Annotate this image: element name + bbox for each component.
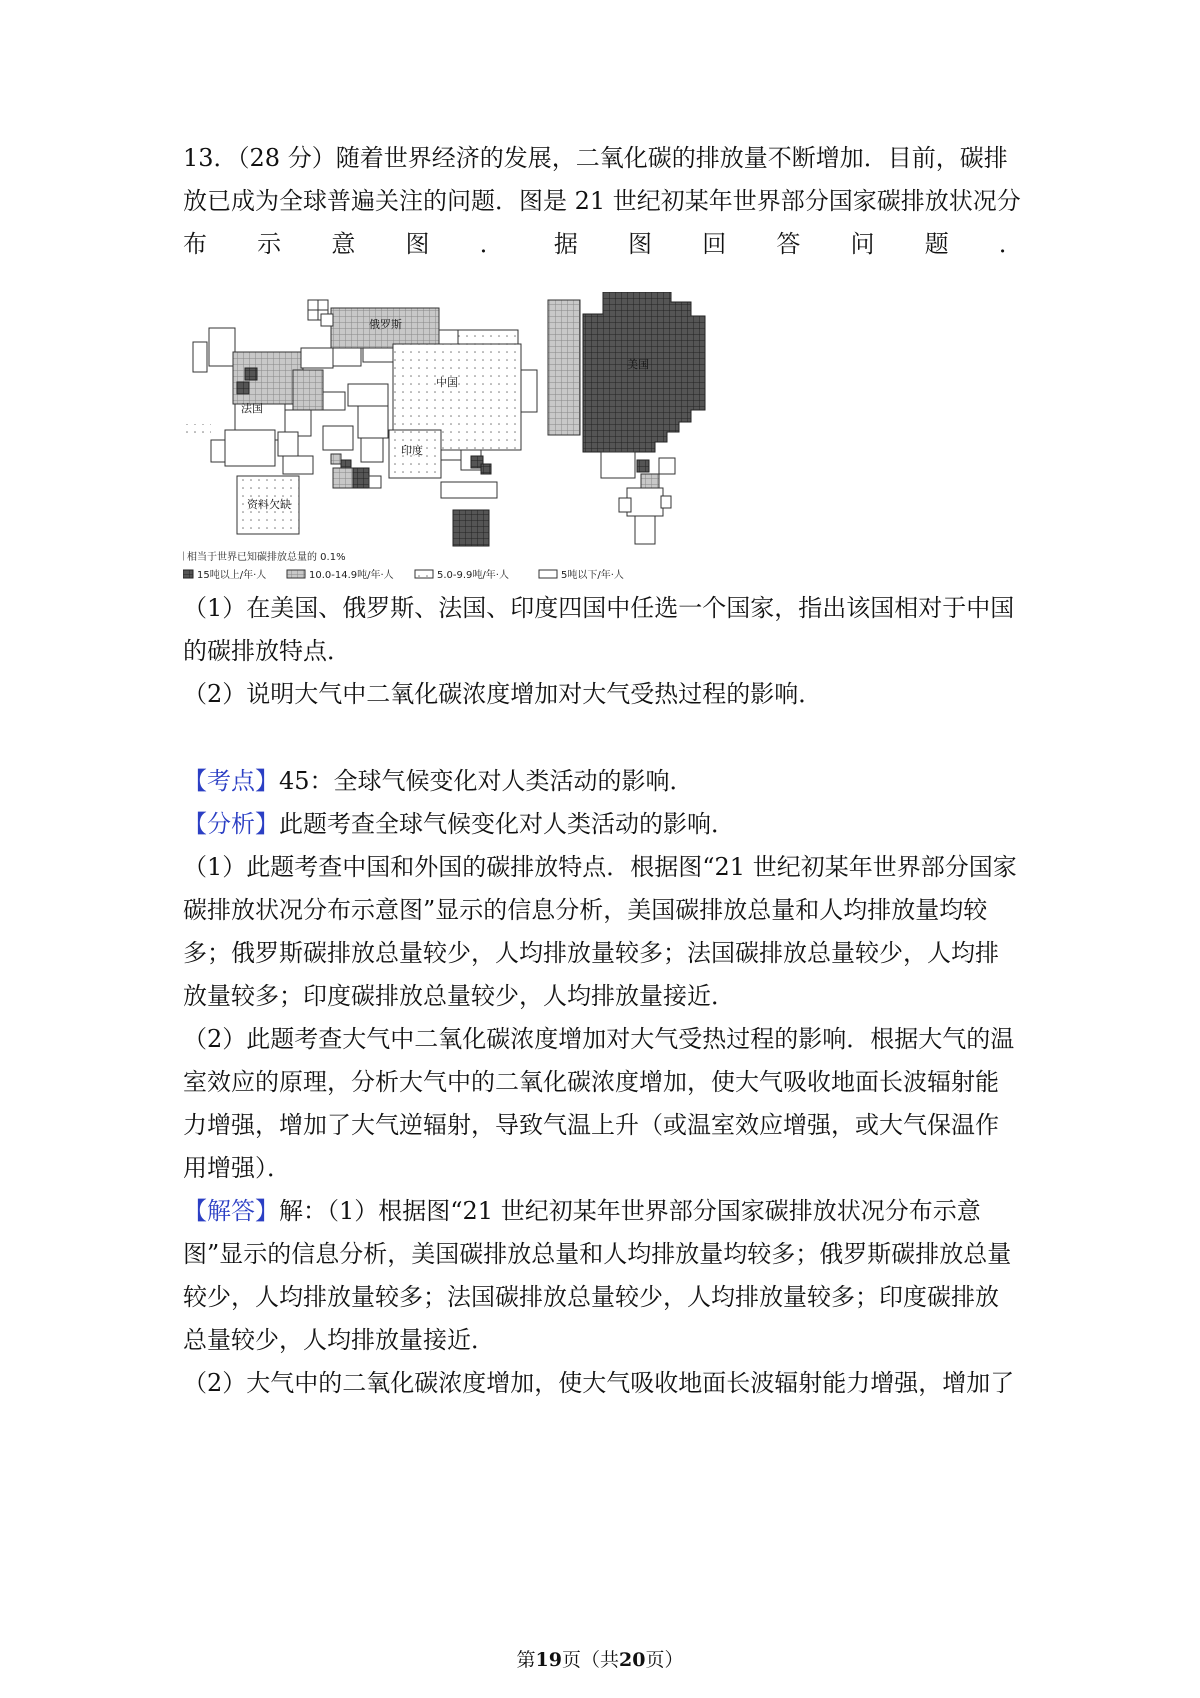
label-india: 印度 [401,444,423,457]
question-line-3-char: ． [479,230,504,258]
label-usa: 美国 [627,358,649,371]
question-line-3-char: 问 [850,230,875,258]
legend-item-3: 5.0-9.9吨/年·人 [437,570,509,581]
jieda-line-4: 总量较少，人均排放量接近． [183,1326,495,1354]
fenxi-tag: 【分析】 [183,810,279,838]
question-line-3-char: 答 [776,230,801,258]
analysis-p2-line-1: （2）此题考查大气中二氧化碳浓度增加对大气受热过程的影响．根据大气的温 [183,1025,1015,1053]
question-line-3-char: 据 [553,230,578,258]
footer-suffix: 页） [645,1649,684,1671]
question-line-3-char: ． [998,230,1023,258]
usa-region [583,292,705,478]
jieda-line-5: （2）大气中的二氧化碳浓度增加，使大气吸收地面长波辐射能力增强，增加了 [183,1369,1015,1397]
question-line-3-char: 意 [331,230,356,258]
footer-mid: 页（共 [561,1649,619,1671]
question-line-3-char: 图 [405,230,430,258]
label-russia: 俄罗斯 [369,318,402,331]
fenxi-text: 此题考查全球气候变化对人类活动的影响． [279,810,735,838]
legend-item-1: 15吨以上/年·人 [197,570,267,581]
page-footer [0,1645,1200,1672]
jieda-text-1: 解：（1）根据图“21 世纪初某年世界部分国家碳排放状况分布示意 [279,1197,981,1225]
kaodian-tag: 【考点】 [183,767,279,795]
analysis-p1-line-2: 碳排放状况分布示意图”显示的信息分析，美国碳排放总量和人均排放量均较 [183,896,988,924]
sub-question-2: （2）说明大气中二氧化碳浓度增加对大气受热过程的影响． [183,680,823,708]
analysis-p2-line-2: 室效应的原理，分析大气中的二氧化碳浓度增加，使大气吸收地面长波辐射能 [183,1068,999,1096]
question-line-3 [183,229,1023,259]
legend-swatch-3 [415,570,433,578]
footer-prefix: 第 [516,1649,536,1671]
question-line-2: 放已成为全球普遍关注的问题．图是 21 世纪初某年世界部分国家碳排放状况分 [183,187,1021,215]
legend-item-2: 10.0-14.9吨/年·人 [309,570,394,581]
label-china: 中国 [436,376,458,389]
legend-swatch-1 [183,570,193,578]
legend-swatch-4 [539,570,557,578]
question-line-3-char: 题 [924,230,949,258]
footer-total-pages: 20 [619,1649,646,1671]
legend-swatch-2 [287,570,305,578]
fenxi-line [183,809,1023,839]
analysis-p1-line-1: （1）此题考查中国和外国的碳排放特点．根据图“21 世纪初某年世界部分国家 [183,853,1017,881]
latin-america-region [619,474,671,544]
question-line-1: 13．（28 分）随着世界经济的发展，二氧化碳的排放量不断增加．目前，碳排 [183,144,1008,172]
jieda-line-2: 图”显示的信息分析，美国碳排放总量和人均排放量均较多；俄罗斯碳排放总量 [183,1240,1012,1268]
sub-question-1-b: 的碳排放特点． [183,637,351,665]
legend [183,550,624,581]
label-no-data: 资料欠缺 [247,498,291,511]
label-france: 法国 [241,402,263,415]
analysis-p2-line-4: 用增强）． [183,1154,291,1182]
jieda-line-3: 较少，人均排放量较多；法国碳排放总量较少，人均排放量较多；印度碳排放 [183,1283,999,1311]
jieda-line-1 [183,1196,1023,1226]
analysis-p1-line-4: 放量较多；印度碳排放总量较少，人均排放量接近． [183,982,735,1010]
kaodian-text: 45：全球气候变化对人类活动的影响． [279,767,694,795]
question-line-3-char: 示 [257,230,282,258]
question-line-3-char: 布 [183,230,207,258]
analysis-p2-line-3: 力增强，增加了大气逆辐射，导致气温上升（或温室效应增强，或大气保温作 [183,1111,999,1139]
cartogram-svg [183,292,783,637]
kaodian-line [183,766,1023,796]
jieda-tag: 【解答】 [183,1197,279,1225]
sub-question-1-a: （1）在美国、俄罗斯、法国、印度四国中任选一个国家，指出该国相对于中国 [183,594,1015,622]
question-line-3-char: 回 [702,230,727,258]
carbon-emission-cartogram [183,292,783,637]
legend-item-4: 5吨以下/年·人 [561,570,624,581]
analysis-p1-line-3: 多；俄罗斯碳排放总量较少，人均排放量较多；法国碳排放总量较少，人均排 [183,939,999,967]
footer-page-number: 19 [535,1649,562,1671]
legend-unit-note: 相当于世界已知碳排放总量的 0.1% [187,552,346,563]
question-line-3-char: 图 [628,230,653,258]
